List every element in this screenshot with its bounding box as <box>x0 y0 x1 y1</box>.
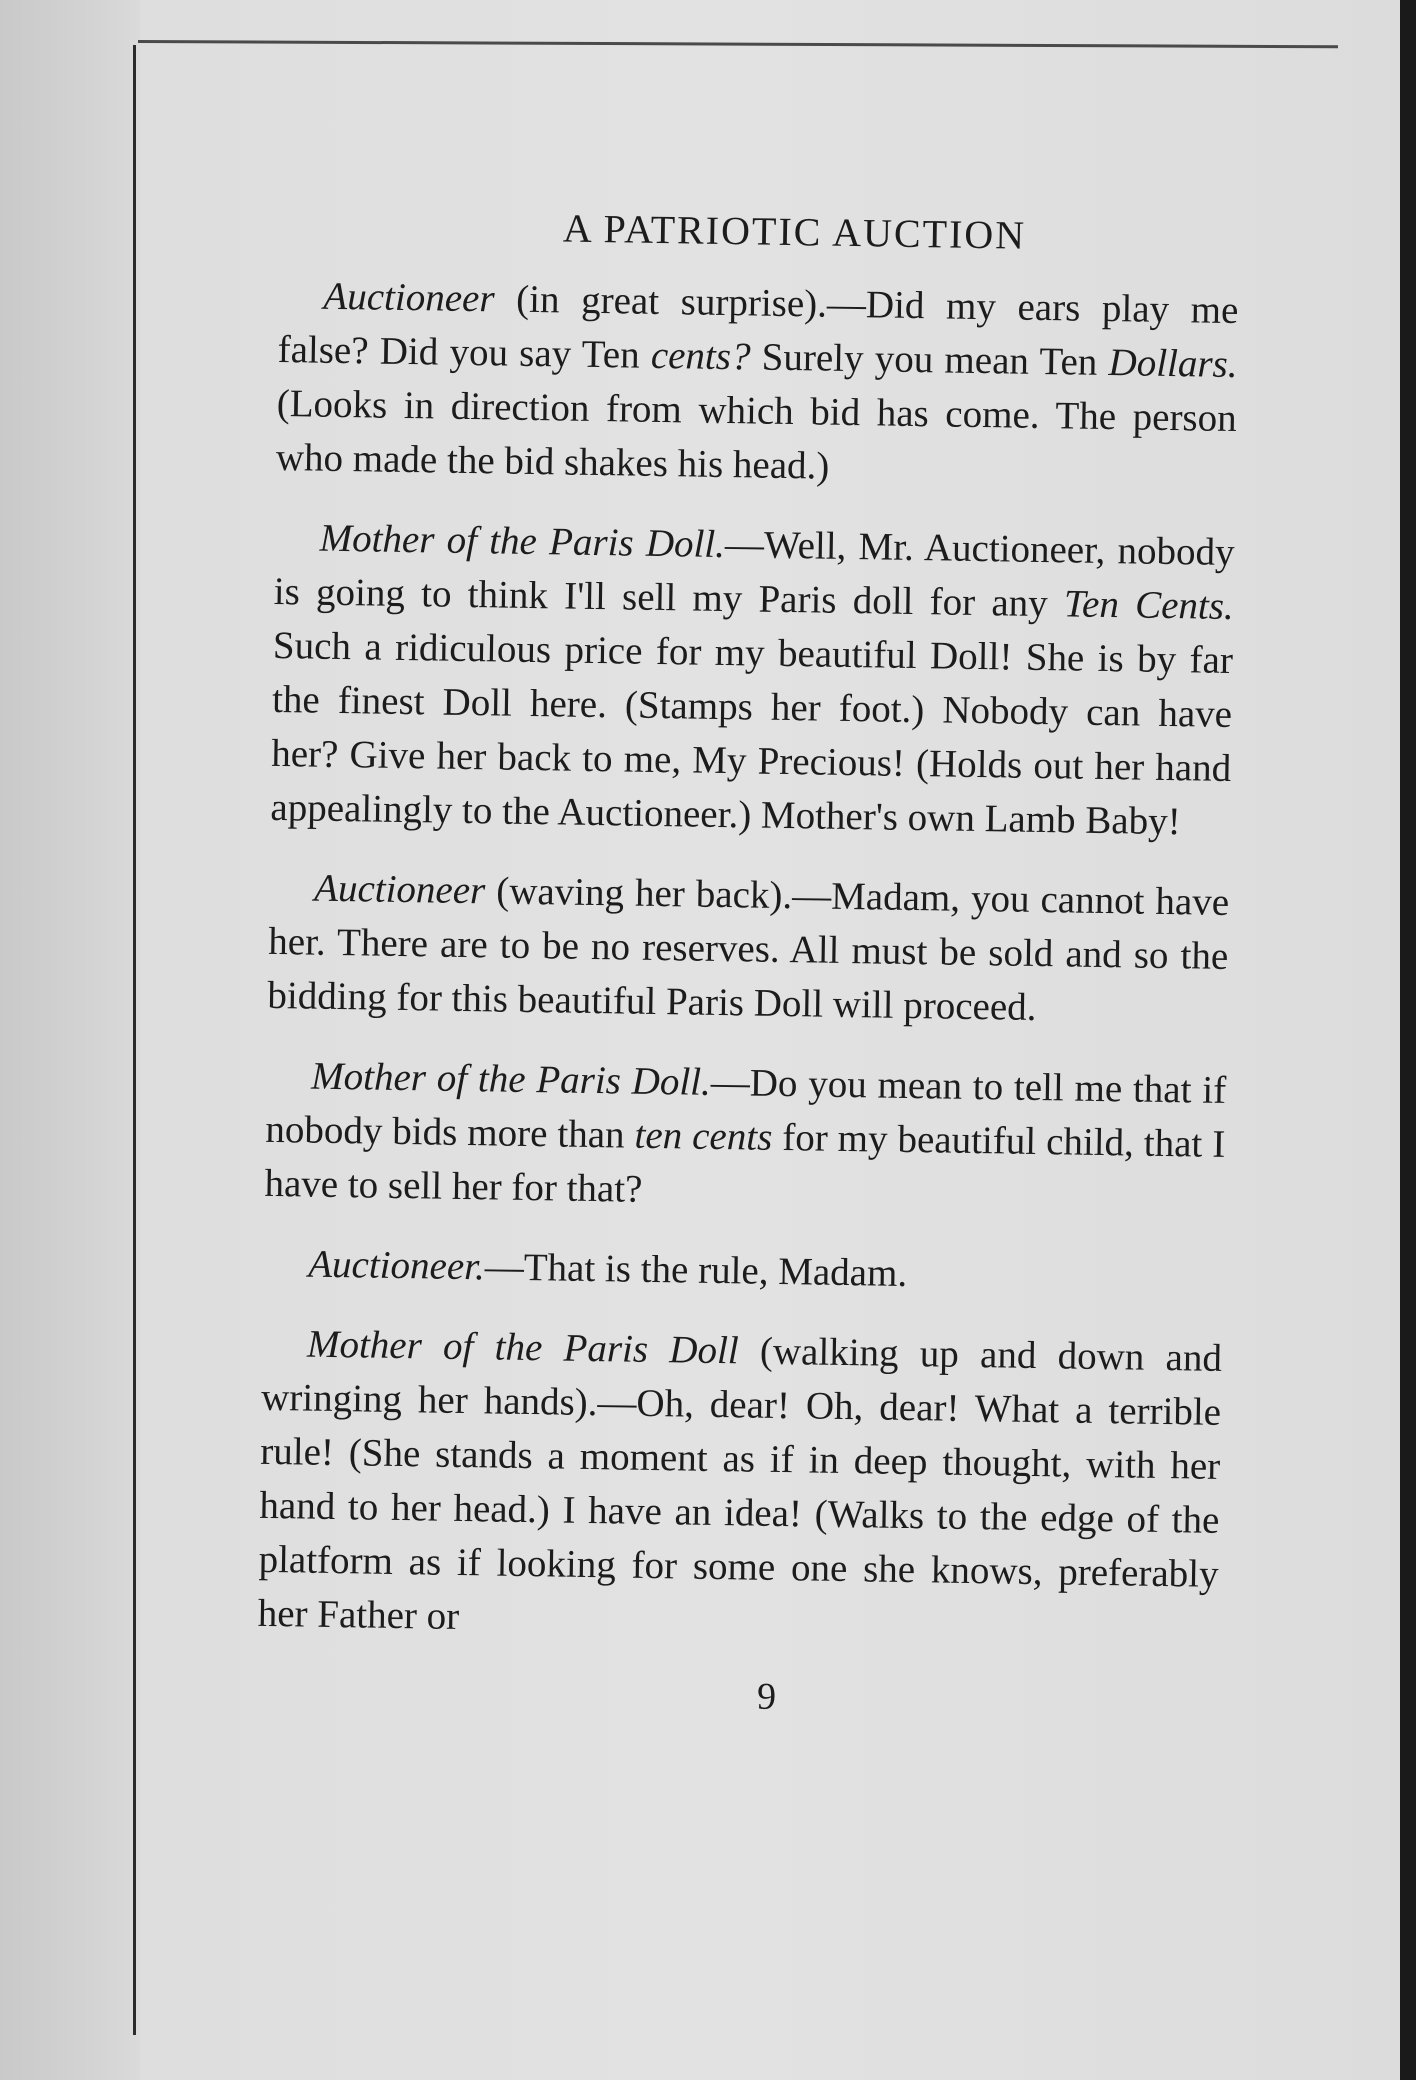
paragraph-4 <box>264 1049 1226 1226</box>
page-number: 9 <box>756 1675 777 1718</box>
dialogue-text: (in great surprise).—Did my ears play me false? Did you say Ten <box>277 277 1239 377</box>
stage-direction: (Looks in direction from which bid has come. The person who made the bid shakes his head.) <box>275 381 1238 488</box>
dialogue-text: Surely you mean Ten <box>750 335 1109 385</box>
page-right-edge <box>1400 0 1416 2080</box>
running-head: A PATRIOTIC AUCTION <box>562 205 1027 258</box>
dialogue-text: —That is the rule, Madam. <box>484 1245 908 1295</box>
left-margin <box>0 0 140 2080</box>
paragraph-5 <box>263 1237 1224 1306</box>
binding-line <box>133 45 136 2035</box>
speaker-name: Mother of the Paris Doll <box>306 1322 740 1373</box>
speaker-name: Mother of the Paris Doll. <box>310 1054 712 1104</box>
dialogue-text: (walking up and down and wringing her hands).—Oh, dear! Oh, dear! What a terrible rule! (She stands a moment as if in deep thought, with her hand to her head.) I have an idea! (Walks to the edge of the platform as if looking for some one she knows, preferably her Father or <box>257 1329 1223 1638</box>
paragraph-3 <box>267 861 1229 1038</box>
speaker-name: Auctioneer <box>313 866 486 913</box>
emphasis-text: Dollars. <box>1108 341 1238 387</box>
speaker-name: Auctioneer. <box>307 1242 486 1289</box>
paragraph-6 <box>257 1317 1222 1656</box>
paragraph-1 <box>276 269 1239 500</box>
emphasis-text: cents? <box>650 333 751 379</box>
dialogue-text: (waving her back).—Madam, you cannot have her. There are to be no reserves. All must be sold and so the bidding for this beautiful Paris Doll will proceed. <box>267 869 1230 1029</box>
text-block <box>256 200 1240 1726</box>
speaker-name: Mother of the Paris Doll. <box>319 516 726 567</box>
dialogue-text: for my beautiful child, that I have to sell her for that? <box>264 1115 1226 1211</box>
emphasis-text: Ten Cents. <box>1063 582 1235 629</box>
speaker-name: Auctioneer <box>323 274 495 321</box>
dialogue-text: —Well, Mr. Auctioneer, nobody is going to think I'll sell my Paris doll for any <box>273 523 1235 626</box>
dialogue-text: Such a ridiculous price for my beautiful Doll! She is by far the finest Doll here. (Stamps her foot.) Nobody can have her? Give her back to me, My Precious! (Holds out her hand appealingly to the Auctioneer.) Mother's own Lamb Baby! <box>270 623 1234 844</box>
emphasis-text: ten cents <box>634 1113 773 1159</box>
paragraph-2 <box>270 511 1235 850</box>
dialogue-text: —Do you mean to tell me that if nobody bids more than <box>265 1060 1227 1157</box>
